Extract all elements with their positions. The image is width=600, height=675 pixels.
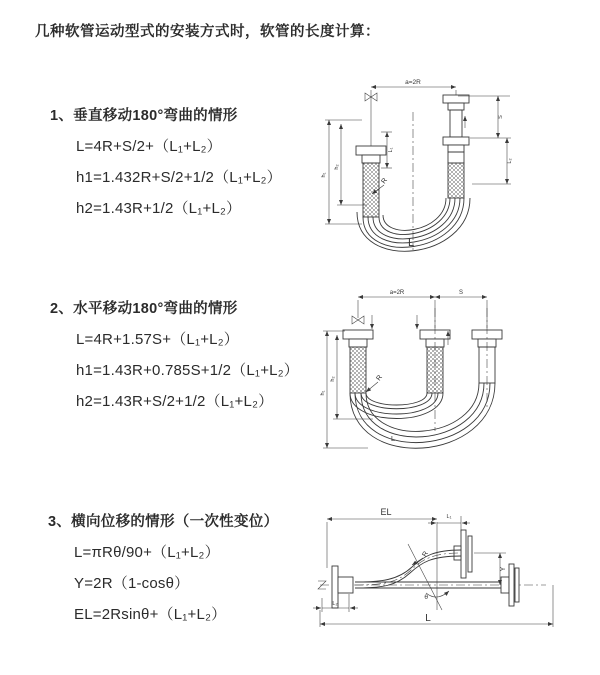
dim-label-s: S bbox=[458, 290, 464, 296]
dim-label-s: S bbox=[498, 115, 504, 119]
dim-label-h1: h₁ bbox=[320, 390, 326, 396]
dim-label-l1: L₁ bbox=[388, 147, 394, 153]
dim-label-a2r: a=2R bbox=[405, 79, 421, 86]
section-horizontal-180 bbox=[50, 297, 350, 411]
dim-label-a2r: a=2R bbox=[389, 290, 405, 296]
formula-el: EL=2Rsinθ+（L₁+L₂） bbox=[74, 606, 227, 623]
diagram-lateral-displacement bbox=[298, 498, 560, 646]
left-pipe-fitting bbox=[343, 330, 373, 393]
length-label: L bbox=[425, 613, 431, 624]
formula-h2: h2=1.43R+1/2（L₁+L₂） bbox=[76, 200, 242, 217]
formula-length: L=4R+S/2+（L₁+L₂） bbox=[76, 138, 222, 155]
formula-h2: h2=1.43R+S/2+1/2（L₁+L₂） bbox=[76, 393, 274, 410]
formula-h1: h1=1.432R+S/2+1/2（L₁+L₂） bbox=[76, 169, 282, 186]
right-pipe-fitting-lower bbox=[443, 137, 469, 198]
angle-arc bbox=[426, 591, 449, 597]
dim-label-h1: h₁ bbox=[321, 172, 327, 178]
dim-label-h2: h₂ bbox=[334, 164, 340, 170]
section-1-heading: 1、垂直移动180°弯曲的情形 bbox=[50, 108, 238, 124]
dim-label-el: EL bbox=[380, 507, 392, 517]
angle-label: θ bbox=[424, 594, 428, 601]
section-2-heading: 2、水平移动180°弯曲的情形 bbox=[50, 301, 238, 317]
dim-label-l1: L₁ bbox=[446, 514, 452, 520]
section-vertical-180 bbox=[50, 104, 350, 218]
diagram-horizontal-180-bend bbox=[313, 283, 558, 463]
dim-label-y: Y bbox=[500, 566, 507, 572]
radius-label: R bbox=[380, 177, 390, 186]
radius-label: R bbox=[375, 374, 385, 383]
formula-length: L=4R+1.57S+（L₁+L₂） bbox=[76, 331, 239, 348]
displaced-end-flange bbox=[454, 530, 472, 578]
section-3-heading: 3、横向位移的情形（一次性变位） bbox=[48, 514, 279, 530]
hose-curves-displaced bbox=[350, 383, 495, 448]
length-label: L bbox=[408, 237, 415, 249]
hose-curves-original bbox=[350, 393, 443, 419]
length-label: L bbox=[391, 436, 395, 443]
dim-label-l2: L₂ bbox=[332, 601, 338, 607]
dim-label-h2: h₂ bbox=[330, 376, 336, 382]
formula-y: Y=2R（1-cosθ） bbox=[74, 575, 190, 592]
formula-h1: h1=1.43R+0.785S+1/2（L₁+L₂） bbox=[76, 362, 299, 379]
dim-label-l2: L₂ bbox=[507, 158, 513, 164]
page-title: 几种软管运动型式的安装方式时，软管的长度计算： bbox=[35, 24, 380, 40]
radius-label: R bbox=[421, 550, 430, 559]
formula-length: L=πRθ/90+（L₁+L₂） bbox=[74, 544, 220, 561]
diagram-vertical-180-bend bbox=[312, 72, 517, 257]
